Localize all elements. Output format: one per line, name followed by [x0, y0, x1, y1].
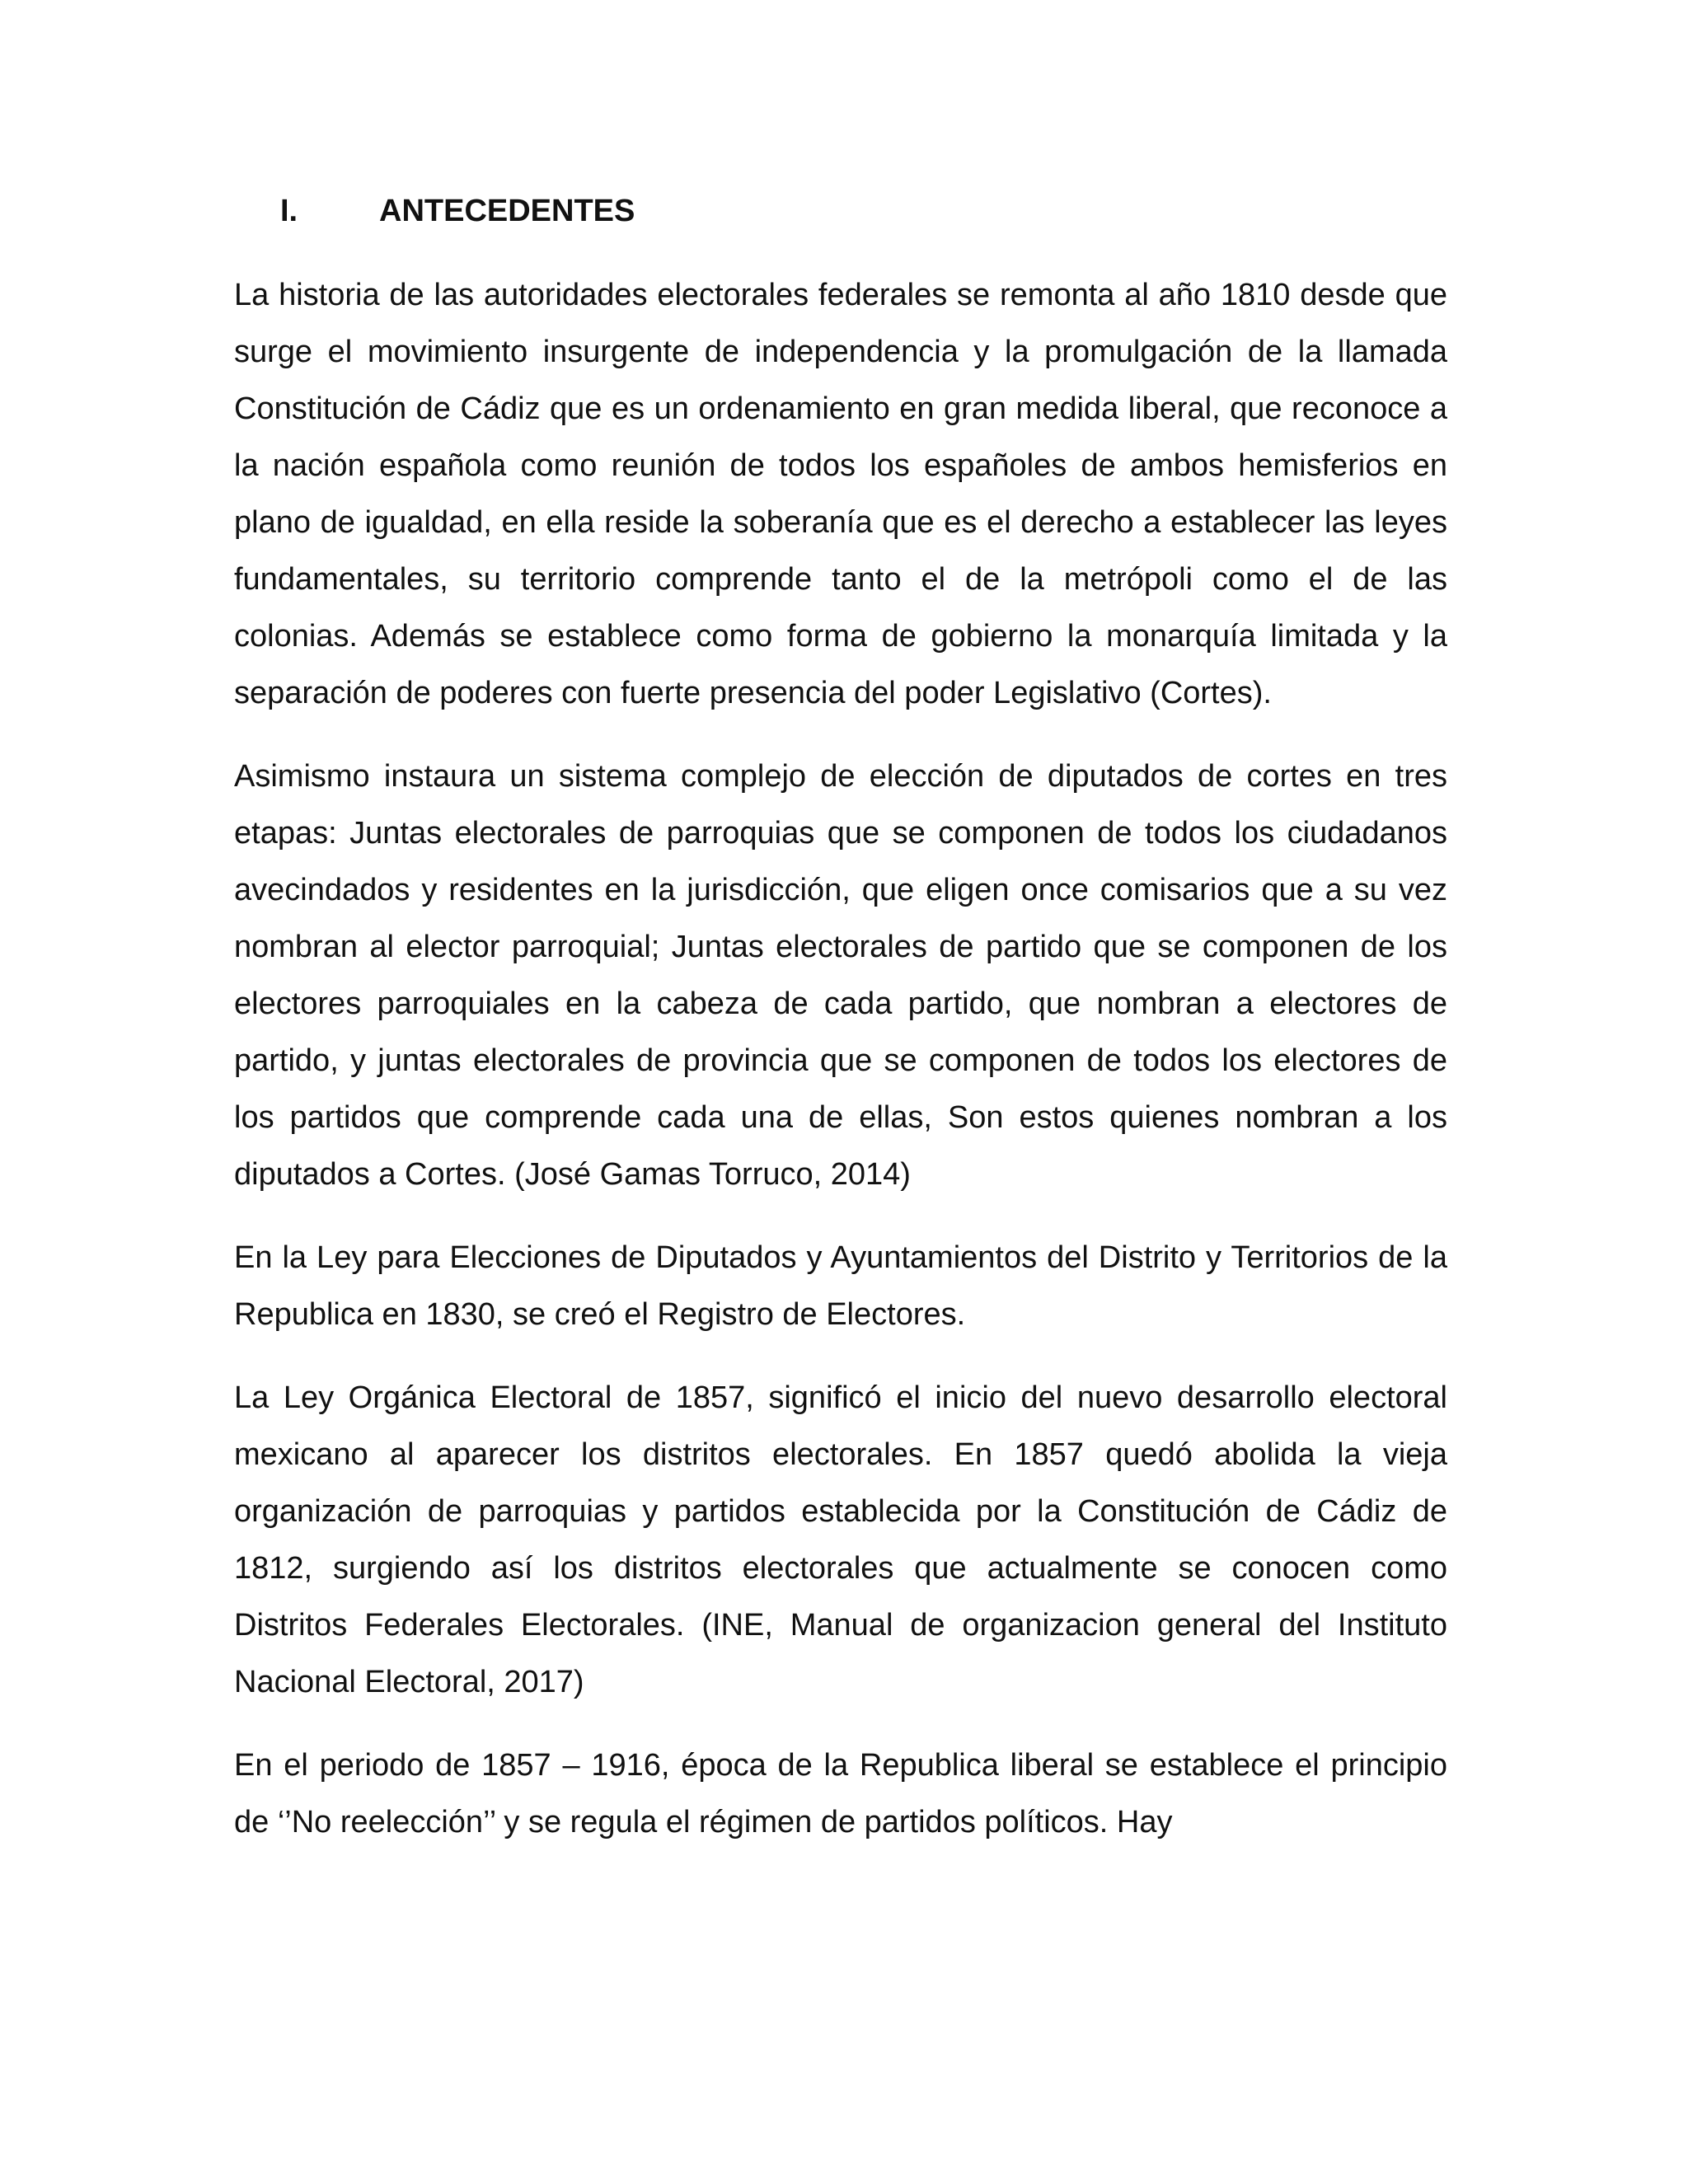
paragraph-4: La Ley Orgánica Electoral de 1857, significó el inicio del nuevo desarrollo electoral mexicano al aparecer los distritos electorales. En 1857 quedó abolida la vieja organización de parroquias y partidos establecida por la Constitución de Cádiz de 1812, surgiendo así los distritos electorales que actualmente se conocen como Distritos Federales Electorales. (INE, Manual de organizacion general del Instituto Nacional Electoral, 2017)	[234, 1380, 1447, 1699]
paragraph-1: La historia de las autoridades electorales federales se remonta al año 1810 desde que surge el movimiento insurgente de independencia y la promulgación de la llamada Constitución de Cádiz que es un ordenamiento en gran medida liberal, que reconoce a la nación española como reunión de todos los españoles de ambos hemisferios en plano de igualdad, en ella reside la soberanía que es el derecho a establecer las leyes fundamentales, su territorio comprende tanto el de la metrópoli como el de las colonias. Además se establece como forma de gobierno la monarquía limitada y la separación de poderes con fuerte presencia del poder Legislativo (Cortes).	[234, 278, 1447, 710]
paragraph-3: En la Ley para Elecciones de Diputados y Ayuntamientos del Distrito y Territorios de la Republica en 1830, se creó el Registro de Electores.	[234, 1240, 1447, 1332]
body-text	[234, 267, 1447, 1877]
paragraph-2: Asimismo instaura un sistema complejo de elección de diputados de cortes en tres etapas: Juntas electorales de parroquias que se componen de todos los ciudadanos avecindados y residentes en la jurisdicción, que eligen once comisarios que a su vez nombran al elector parroquial; Juntas electorales de partido que se componen de los electores parroquiales en la cabeza de cada partido, que nombran a electores de partido, y juntas electorales de provincia que se componen de todos los electores de los partidos que comprende cada una de ellas, Son estos quienes nombran a los diputados a Cortes. (José Gamas Torruco, 2014)	[234, 759, 1447, 1192]
section-title: ANTECEDENTES	[379, 194, 635, 228]
paragraph-5: En el periodo de 1857 – 1916, época de la Republica liberal se establece el principio de ‘’No reelección’’ y se regula el régimen de partidos políticos. Hay	[234, 1748, 1447, 1840]
section-number: I.	[280, 194, 298, 228]
section-heading	[280, 188, 635, 234]
